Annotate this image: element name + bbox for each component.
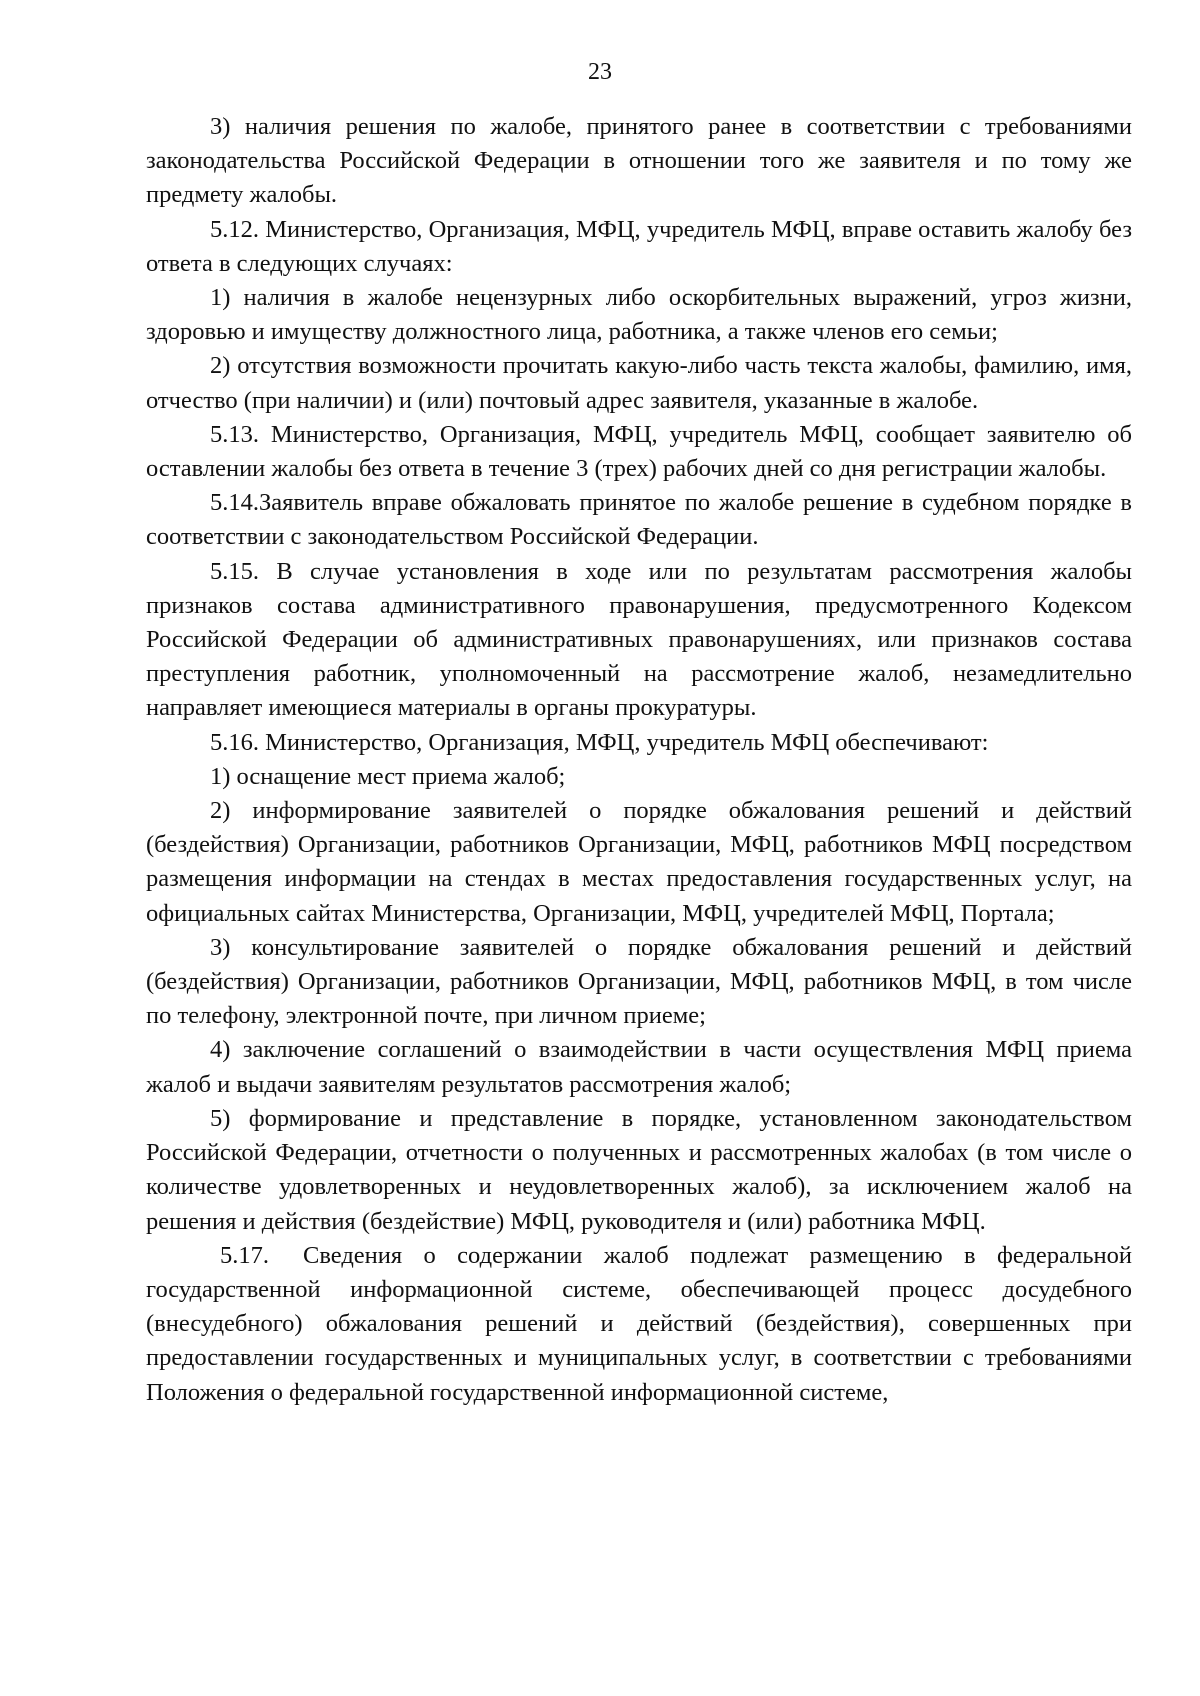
paragraph-item-3-repeat-complaint: 3) наличия решения по жалобе, принятого ранее в соответствии с требованиями законодательства Российской Федерации в отношении того же заявителя и по тому же предмету жалобы.	[146, 113, 1132, 209]
paragraph-item-2-unreadable-text: 2) отсутствия возможности прочитать какую-либо часть текста жалобы, фамилию, имя, отчество (при наличии) и (или) почтовый адрес заявителя, указанные в жалобе.	[146, 352, 1132, 414]
paragraph-5-16: 5.16. Министерство, Организация, МФЦ, учредитель МФЦ обеспечивают:	[210, 728, 989, 756]
paragraph-5-14: 5.14.Заявитель вправе обжаловать принятое по жалобе решение в судебном порядке в соответствии с законодательством Российской Федерации.	[146, 489, 1132, 551]
paragraph-5-15: 5.15. В случае установления в ходе или по результатам рассмотрения жалобы признаков состава административного правонарушения, предусмотренного Кодексом Российской Федерации об административных правонарушениях, или признаков состава преступления работник, уполномоченный на рассмотрение жалоб, незамедлительно направляет имеющиеся материалы в органы прокуратуры.	[146, 557, 1132, 722]
paragraph-5-17-text: Сведения о содержании жалоб подлежат размещению в федеральной государственной информационной системе, обеспечивающей процесс досудебного (внесудебного) обжалования решений и действий (бездействия), совершенных при предоставлении государственных и муниципальных услуг, в соответствии с требованиями Положения о федеральной государственной информационной системе,	[146, 1241, 1132, 1406]
paragraph-5-17-number: 5.17.	[220, 1241, 269, 1269]
paragraph-5-17	[146, 1239, 1132, 1410]
paragraph-item-1-equipment: 1) оснащение мест приема жалоб;	[210, 762, 566, 790]
document-body	[146, 110, 1132, 1410]
paragraph-5-12: 5.12. Министерство, Организация, МФЦ, учредитель МФЦ, вправе оставить жалобу без ответа в следующих случаях:	[146, 215, 1132, 277]
paragraph-item-5-reporting: 5) формирование и представление в порядке, установленном законодательством Российской Федерации, отчетности о полученных и рассмотренных жалобах (в том числе о количестве удовлетворенных и неудовлетворенных жалоб), за исключением жалоб на решения и действия (бездействие) МФЦ, руководителя и (или) работника МФЦ.	[146, 1104, 1132, 1235]
paragraph-item-4-agreements: 4) заключение соглашений о взаимодействии в части осуществления МФЦ приема жалоб и выдачи заявителям результатов рассмотрения жалоб;	[146, 1036, 1132, 1098]
paragraph-item-1-obscene-language: 1) наличия в жалобе нецензурных либо оскорбительных выражений, угроз жизни, здоровью и имуществу должностного лица, работника, а также членов его семьи;	[146, 284, 1132, 346]
page-number: 23	[588, 59, 612, 85]
paragraph-item-2-informing: 2) информирование заявителей о порядке обжалования решений и действий (бездействия) Организации, работников Организации, МФЦ, работников МФЦ посредством размещения информации на стендах в местах предоставления государственных услуг, на официальных сайтах Министерства, Организации, МФЦ, учредителей МФЦ, Портала;	[146, 797, 1132, 927]
paragraph-5-13: 5.13. Министерство, Организация, МФЦ, учредитель МФЦ, сообщает заявителю об оставлении жалобы без ответа в течение 3 (трех) рабочих дней со дня регистрации жалобы.	[146, 420, 1132, 483]
paragraph-item-3-consulting: 3) консультирование заявителей о порядке обжалования решений и действий (бездействия) Организации, работников Организации, МФЦ, работников МФЦ, в том числе по телефону, электронной почте, при личном приеме;	[146, 933, 1132, 1030]
